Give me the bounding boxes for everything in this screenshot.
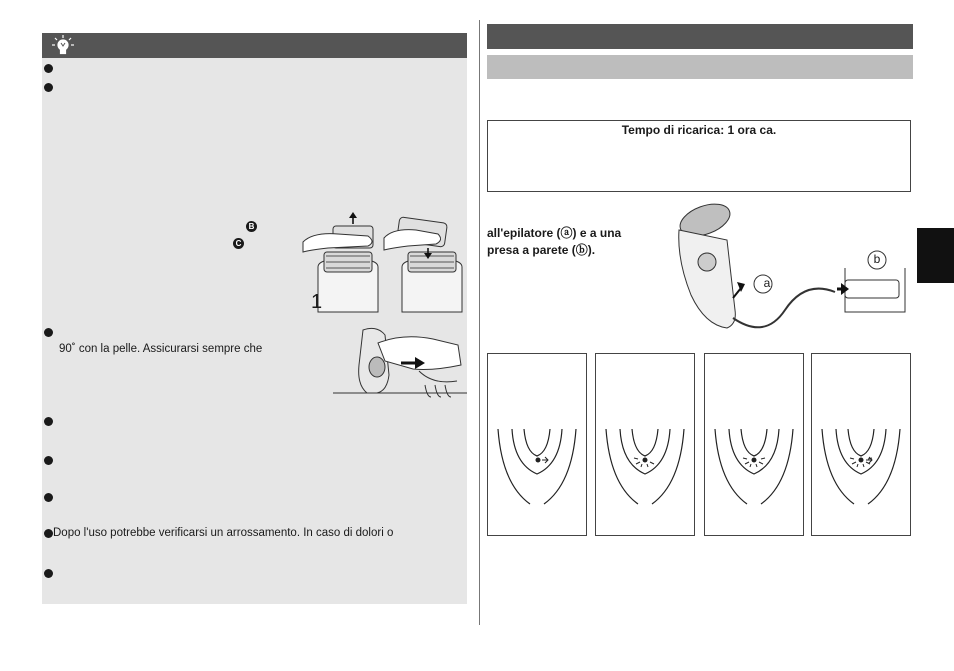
bullet-8: [44, 569, 53, 578]
connect-instruction-line-2: presa a parete (ⓑ).: [487, 243, 596, 257]
epilator-head-removal-illustration: [298, 212, 468, 318]
callout-a: a: [763, 276, 771, 290]
charge-time-text: Tempo di ricarica: 1 ora ca.: [621, 123, 777, 137]
bullet-2: [44, 83, 53, 92]
label-b-marker: B: [246, 221, 257, 232]
section-tab: [917, 228, 954, 283]
charging-illustration: [665, 200, 915, 340]
redness-warning-text: Dopo l'uso potrebbe verificarsi un arrossamento. In caso di dolori o: [53, 527, 394, 539]
tips-panel: [42, 33, 467, 604]
column-divider: [479, 20, 480, 625]
figure-number: 1: [311, 291, 323, 313]
tips-header-bar: [42, 33, 467, 58]
bullet-3: [44, 328, 53, 337]
label-c-marker: C: [233, 238, 244, 249]
status-panel-2: [595, 353, 695, 536]
charge-time-box: [487, 120, 911, 192]
status-lamp-illustration-4: [812, 354, 910, 535]
status-panel-3: [704, 353, 804, 536]
status-lamp-illustration-1: [488, 354, 586, 535]
lightbulb-icon: [50, 34, 76, 56]
epilator-angle-illustration: [333, 325, 467, 405]
charging-section-header: [487, 24, 913, 49]
status-lamp-illustration-2: [596, 354, 694, 535]
connect-instruction-line-1: all'epilatore (ⓐ) e a una: [487, 226, 622, 240]
connect-instruction-text: [487, 225, 621, 259]
bullet-6: [44, 493, 53, 502]
charging-subsection-header: [487, 55, 913, 79]
status-panel-1: [487, 353, 587, 536]
callout-b: b: [873, 252, 881, 266]
bullet-7: [44, 529, 53, 538]
angle-instruction-text: 90˚ con la pelle. Assicurarsi sempre che: [59, 343, 263, 355]
status-panel-4: [811, 353, 911, 536]
bullet-4: [44, 417, 53, 426]
status-lamp-illustration-3: [705, 354, 803, 535]
bullet-5: [44, 456, 53, 465]
bullet-1: [44, 64, 53, 73]
